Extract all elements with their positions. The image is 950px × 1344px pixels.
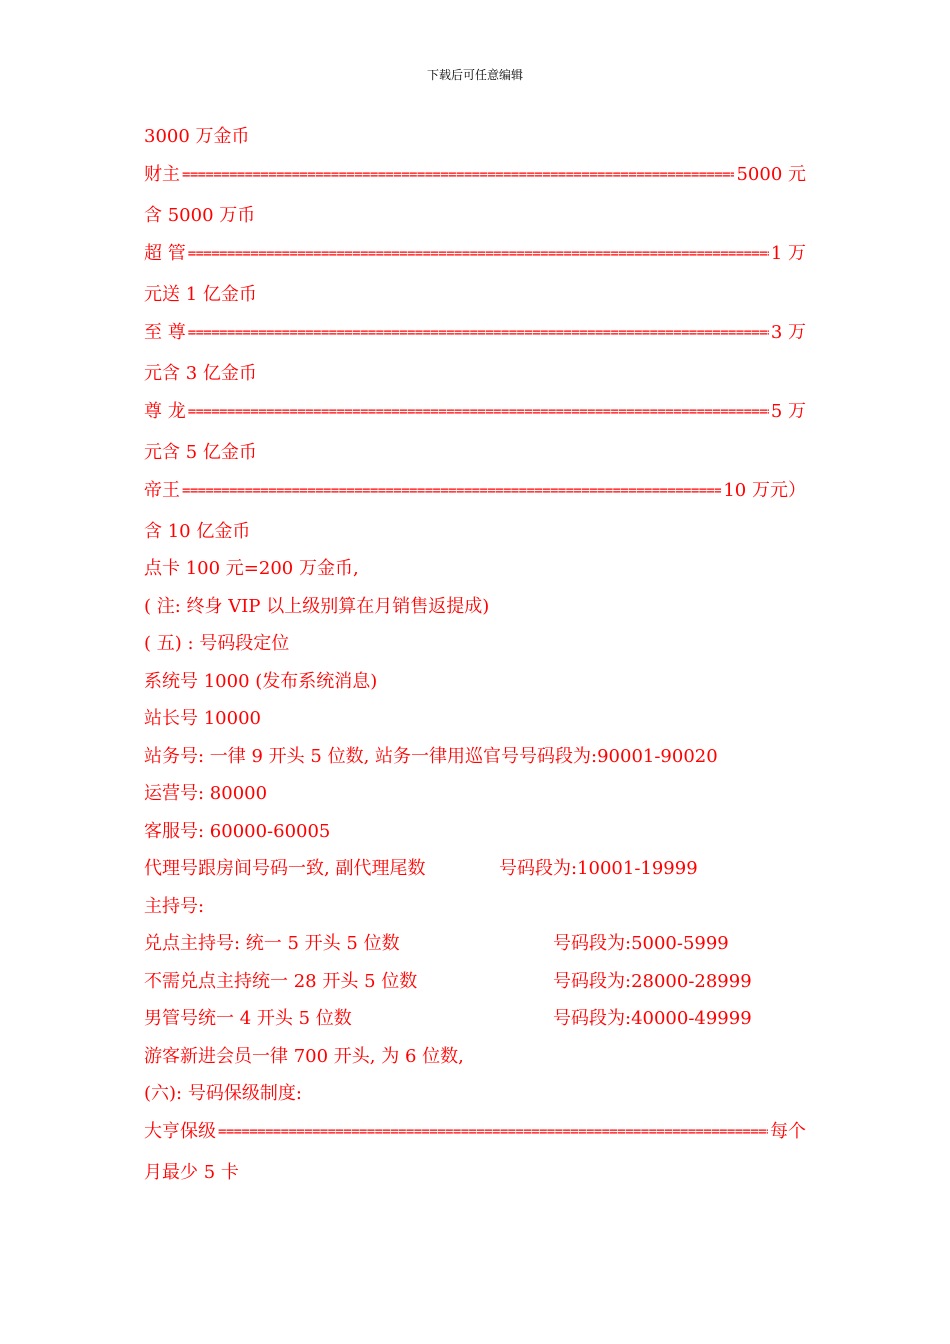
price-value: 5000 元 (736, 164, 806, 185)
text-line: 系统号 1000 (发布系统消息) (144, 671, 378, 692)
equals-leader (182, 162, 734, 188)
two-column-line (144, 1006, 806, 1032)
column-right: 号码段为:10001-19999 (499, 858, 698, 879)
text-line: 元含 5 亿金币 (144, 442, 257, 463)
column-left: 代理号跟房间号码一致, 副代理尾数 (144, 858, 426, 879)
equals-leader (182, 478, 721, 504)
price-value: 5 万 (770, 401, 806, 422)
price-label: 大亨保级 (144, 1121, 216, 1142)
price-label: 财主 (144, 164, 180, 185)
price-label: 超 管 (144, 243, 186, 264)
column-left: 兑点主持号: 统一 5 开头 5 位数 (144, 933, 400, 954)
price-line-daheng (144, 1119, 806, 1145)
text-line: 点卡 100 元=200 万金币, (144, 558, 359, 579)
price-line-diwang (144, 478, 806, 504)
price-label: 至 尊 (144, 322, 186, 343)
section-heading-5: ( 五) : 号码段定位 (144, 633, 290, 654)
column-left: 男管号统一 4 开头 5 位数 (144, 1008, 352, 1029)
section-heading-6: (六): 号码保级制度: (144, 1083, 302, 1104)
column-right: 号码段为:5000-5999 (553, 933, 729, 954)
text-line: 游客新进会员一律 700 开头, 为 6 位数, (144, 1046, 464, 1067)
two-column-line (144, 856, 806, 882)
text-line: 月最少 5 卡 (144, 1162, 239, 1183)
price-line-zunlong (144, 399, 806, 425)
column-left: 不需兑点主持统一 28 开头 5 位数 (144, 971, 418, 992)
text-line: 元送 1 亿金币 (144, 284, 257, 305)
text-line: 站长号 10000 (144, 708, 261, 729)
page-header: 下载后可任意编辑 (426, 68, 523, 82)
price-value: 每个 (770, 1121, 806, 1142)
text-line: 含 10 亿金币 (144, 521, 251, 542)
price-line-caizhu (144, 162, 806, 188)
price-value: 1 万 (770, 243, 806, 264)
price-line-zhizun (144, 320, 806, 346)
text-line: 含 5000 万币 (144, 205, 256, 226)
text-line: 运营号: 80000 (144, 783, 268, 804)
equals-leader (188, 320, 769, 346)
text-line: 主持号: (144, 896, 205, 917)
price-label: 帝王 (144, 480, 180, 501)
text-line: 3000 万金币 (144, 126, 250, 147)
column-right: 号码段为:28000-28999 (553, 971, 752, 992)
note-line: ( 注: 终身 VIP 以上级别算在月销售返提成) (144, 596, 490, 617)
text-line: 站务号: 一律 9 开头 5 位数, 站务一律用巡官号号码段为:90001-90020 (144, 746, 718, 767)
equals-leader (188, 399, 769, 425)
two-column-line (144, 969, 806, 995)
price-value: 10 万元） (723, 480, 806, 501)
two-column-line (144, 931, 806, 957)
column-right: 号码段为:40000-49999 (553, 1008, 752, 1029)
text-line: 元含 3 亿金币 (144, 363, 257, 384)
equals-leader (188, 241, 769, 267)
price-label: 尊 龙 (144, 401, 186, 422)
text-line: 客服号: 60000-60005 (144, 821, 331, 842)
price-line-chaoguan (144, 241, 806, 267)
price-value: 3 万 (770, 322, 806, 343)
equals-leader (218, 1119, 768, 1145)
